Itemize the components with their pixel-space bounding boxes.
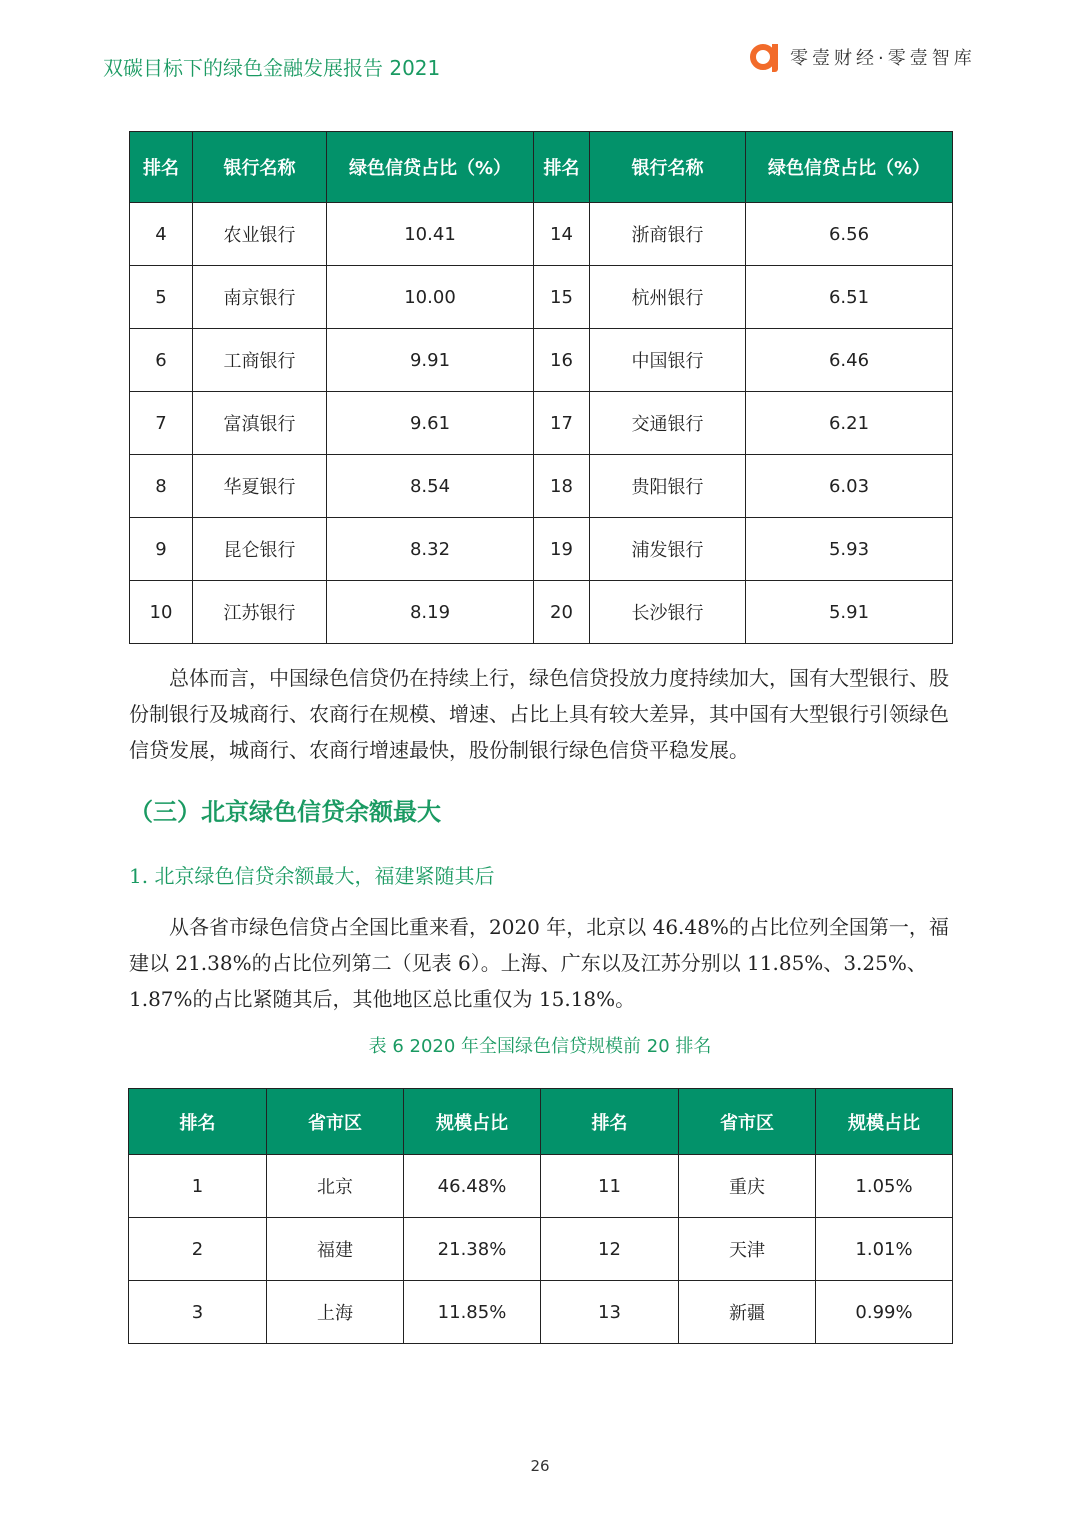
table-cell: 贵阳银行 [590, 455, 746, 518]
table-cell: 重庆 [679, 1155, 816, 1218]
table-cell: 8 [130, 455, 193, 518]
table-cell: 2 [129, 1218, 267, 1281]
column-header: 排名 [129, 1089, 267, 1155]
table-row [130, 518, 953, 581]
table-cell: 6.46 [746, 329, 953, 392]
table-cell: 21.38% [404, 1218, 541, 1281]
table-row [129, 1218, 953, 1281]
table-cell: 南京银行 [193, 266, 327, 329]
table-cell: 8.19 [327, 581, 534, 644]
table-row [130, 392, 953, 455]
column-header: 绿色信贷占比（%） [327, 132, 534, 203]
table-row [130, 455, 953, 518]
table-cell: 华夏银行 [193, 455, 327, 518]
table-cell: 6.03 [746, 455, 953, 518]
column-header: 银行名称 [590, 132, 746, 203]
table-row [130, 581, 953, 644]
table-cell: 新疆 [679, 1281, 816, 1344]
table-cell: 杭州银行 [590, 266, 746, 329]
table-cell: 4 [130, 203, 193, 266]
table-cell: 7 [130, 392, 193, 455]
table-cell: 1 [129, 1155, 267, 1218]
table-cell: 9.91 [327, 329, 534, 392]
table-cell: 中国银行 [590, 329, 746, 392]
section-title: （三）北京绿色信贷余额最大 [129, 798, 441, 826]
table-caption: 表 6 2020 年全国绿色信贷规模前 20 排名 [368, 1036, 712, 1057]
column-header: 银行名称 [193, 132, 327, 203]
table-cell: 富滇银行 [193, 392, 327, 455]
table-cell: 0.99% [816, 1281, 953, 1344]
column-header: 排名 [130, 132, 193, 203]
table-cell: 福建 [267, 1218, 404, 1281]
table-row [130, 266, 953, 329]
table-cell: 3 [129, 1281, 267, 1344]
table-cell: 浦发银行 [590, 518, 746, 581]
table-cell: 工商银行 [193, 329, 327, 392]
table-cell: 14 [534, 203, 590, 266]
table-cell: 12 [541, 1218, 679, 1281]
column-header: 规模占比 [816, 1089, 953, 1155]
column-header: 排名 [541, 1089, 679, 1155]
table-cell: 5.93 [746, 518, 953, 581]
table-cell: 5 [130, 266, 193, 329]
column-header: 排名 [534, 132, 590, 203]
table-cell: 江苏银行 [193, 581, 327, 644]
table-cell: 16 [534, 329, 590, 392]
table-cell: 8.54 [327, 455, 534, 518]
table-cell: 18 [534, 455, 590, 518]
column-header: 省市区 [267, 1089, 404, 1155]
paragraph: 从各省市绿色信贷占全国比重来看，2020 年，北京以 46.48%的占比位列全国第一，福建以 21.38%的占比位列第二（见表 6）。上海、广东以及江苏分别以 11.85%、3.25%、1.87%的占比紧随其后，其他地区总比重仅为 15.18%。 [129, 915, 949, 1011]
table-cell: 1.05% [816, 1155, 953, 1218]
report-title: 双碳目标下的绿色金融发展报告 2021 [103, 56, 441, 80]
table-cell: 8.32 [327, 518, 534, 581]
table-cell: 17 [534, 392, 590, 455]
table-cell: 5.91 [746, 581, 953, 644]
table-cell: 13 [541, 1281, 679, 1344]
table-cell: 6.56 [746, 203, 953, 266]
table-row [129, 1155, 953, 1218]
bank-green-credit-table [129, 131, 953, 644]
table-row [129, 1281, 953, 1344]
table-cell: 11 [541, 1155, 679, 1218]
table-cell: 交通银行 [590, 392, 746, 455]
province-green-credit-table [128, 1088, 953, 1344]
table-cell: 6.21 [746, 392, 953, 455]
table-cell: 9 [130, 518, 193, 581]
subsection-title: 1. 北京绿色信贷余额最大，福建紧随其后 [129, 864, 495, 888]
table-cell: 6.51 [746, 266, 953, 329]
page-number: 26 [530, 1457, 550, 1475]
table-cell: 10 [130, 581, 193, 644]
table-cell: 农业银行 [193, 203, 327, 266]
column-header: 规模占比 [404, 1089, 541, 1155]
table-cell: 昆仑银行 [193, 518, 327, 581]
table-row [130, 203, 953, 266]
table-cell: 15 [534, 266, 590, 329]
brand-logo-icon [750, 44, 776, 70]
table-cell: 长沙银行 [590, 581, 746, 644]
table-cell: 46.48% [404, 1155, 541, 1218]
table-cell: 10.41 [327, 203, 534, 266]
table-cell: 19 [534, 518, 590, 581]
table-cell: 11.85% [404, 1281, 541, 1344]
table-cell: 天津 [679, 1218, 816, 1281]
table-cell: 20 [534, 581, 590, 644]
table-cell: 9.61 [327, 392, 534, 455]
table-row [130, 329, 953, 392]
brand [750, 44, 976, 70]
table-cell: 浙商银行 [590, 203, 746, 266]
column-header: 绿色信贷占比（%） [746, 132, 953, 203]
table-cell: 6 [130, 329, 193, 392]
table-cell: 北京 [267, 1155, 404, 1218]
column-header: 省市区 [679, 1089, 816, 1155]
paragraph: 总体而言，中国绿色信贷仍在持续上行，绿色信贷投放力度持续加大，国有大型银行、股份制银行及城商行、农商行在规模、增速、占比上具有较大差异，其中国有大型银行引领绿色信贷发展，城商行、农商行增速最快，股份制银行绿色信贷平稳发展。 [129, 666, 949, 762]
brand-name: 零壹财经·零壹智库 [790, 48, 976, 69]
table-cell: 10.00 [327, 266, 534, 329]
table-cell: 1.01% [816, 1218, 953, 1281]
table-cell: 上海 [267, 1281, 404, 1344]
